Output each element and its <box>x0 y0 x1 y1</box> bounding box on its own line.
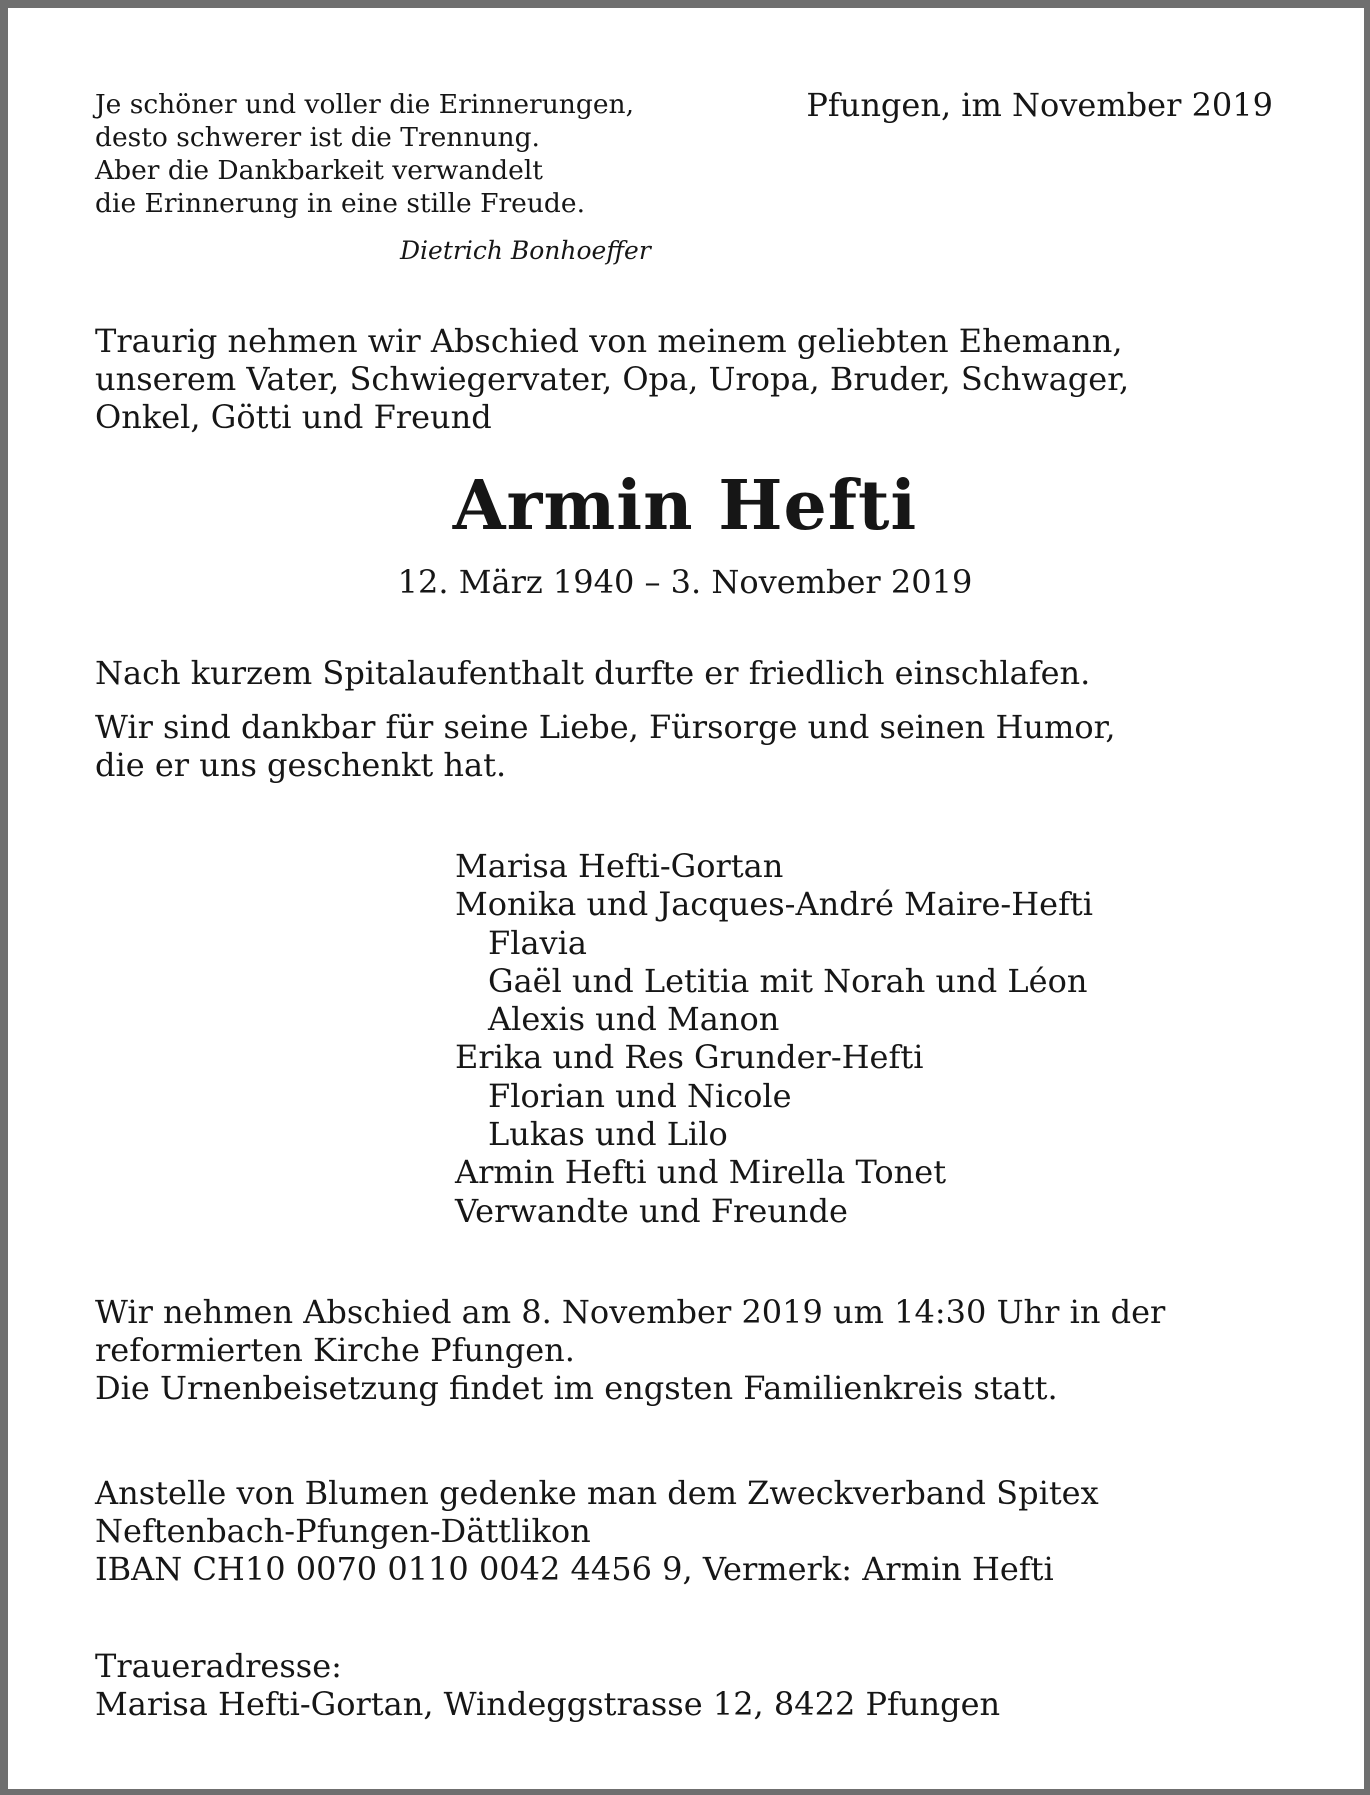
survivor-entry: Monika und Jacques-André Maire-Hefti <box>455 885 1093 924</box>
ceremony-line: reformierten Kirche Pfungen. <box>95 1331 575 1369</box>
ceremony-line: Die Urnenbeisetzung findet im engsten Familienkreis statt. <box>95 1369 1058 1407</box>
quote-line: die Erinnerung in eine stille Freude. <box>95 188 585 219</box>
survivor-entry: Erika und Res Grunder-Hefti <box>455 1038 924 1077</box>
gratitude-line: Wir sind dankbar für seine Liebe, Fürsorge und seinen Humor, <box>95 708 1116 746</box>
donation-line: Anstelle von Blumen gedenke man dem Zweckverband Spitex <box>95 1474 1099 1512</box>
intro-line: Traurig nehmen wir Abschied von meinem geliebten Ehemann, <box>95 322 1123 360</box>
survivor-entry: Alexis und Manon <box>488 1000 780 1039</box>
ceremony-line: Wir nehmen Abschied am 8. November 2019 um 14:30 Uhr in der <box>95 1293 1166 1331</box>
survivor-entry: Lukas und Lilo <box>488 1115 728 1154</box>
survivor-entry: Marisa Hefti-Gortan <box>455 847 784 885</box>
mourning-address: Marisa Hefti-Gortan, Windeggstrasse 12, 8422 Pfungen <box>95 1685 1001 1723</box>
intro-line: unserem Vater, Schwiegervater, Opa, Uropa, Bruder, Schwager, <box>95 360 1130 398</box>
deceased-name: Armin Hefti <box>452 466 918 546</box>
survivor-entry: Flavia <box>488 923 587 962</box>
donation-line: Neftenbach-Pfungen-Dättlikon <box>95 1512 591 1550</box>
iban-line: IBAN CH10 0070 0110 0042 4456 9, Vermerk: Armin Hefti <box>95 1550 1054 1588</box>
gratitude-line: die er uns geschenkt hat. <box>95 746 507 784</box>
survivor-entry: Armin Hefti und Mirella Tonet <box>455 1153 947 1192</box>
donation-info <box>95 1474 1099 1588</box>
survivors-list <box>455 847 1093 1230</box>
quote-line: desto schwerer ist die Trennung. <box>95 122 540 153</box>
passing-note: Nach kurzem Spitalaufenthalt durfte er friedlich einschlafen. <box>95 654 1091 692</box>
place-and-date: Pfungen, im November 2019 <box>806 86 1273 124</box>
intro-line: Onkel, Götti und Freund <box>95 398 492 436</box>
intro-paragraph <box>95 322 1129 436</box>
gratitude-paragraph <box>95 708 1116 784</box>
survivor-entry: Florian und Nicole <box>488 1076 792 1115</box>
ceremony-info <box>95 1293 1165 1407</box>
quote-line: Je schöner und voller die Erinnerungen, <box>95 89 634 120</box>
quote-line: Aber die Dankbarkeit verwandelt <box>95 155 543 186</box>
survivor-entry: Verwandte und Freunde <box>455 1191 848 1230</box>
quote-author: Dietrich Bonhoeffer <box>400 236 651 265</box>
life-dates: 12. März 1940 – 3. November 2019 <box>397 563 973 601</box>
mourning-address-label: Traueradresse: <box>95 1647 342 1685</box>
survivor-entry: Gaël und Letitia mit Norah und Léon <box>488 961 1088 1000</box>
bonhoeffer-quote <box>95 88 634 220</box>
